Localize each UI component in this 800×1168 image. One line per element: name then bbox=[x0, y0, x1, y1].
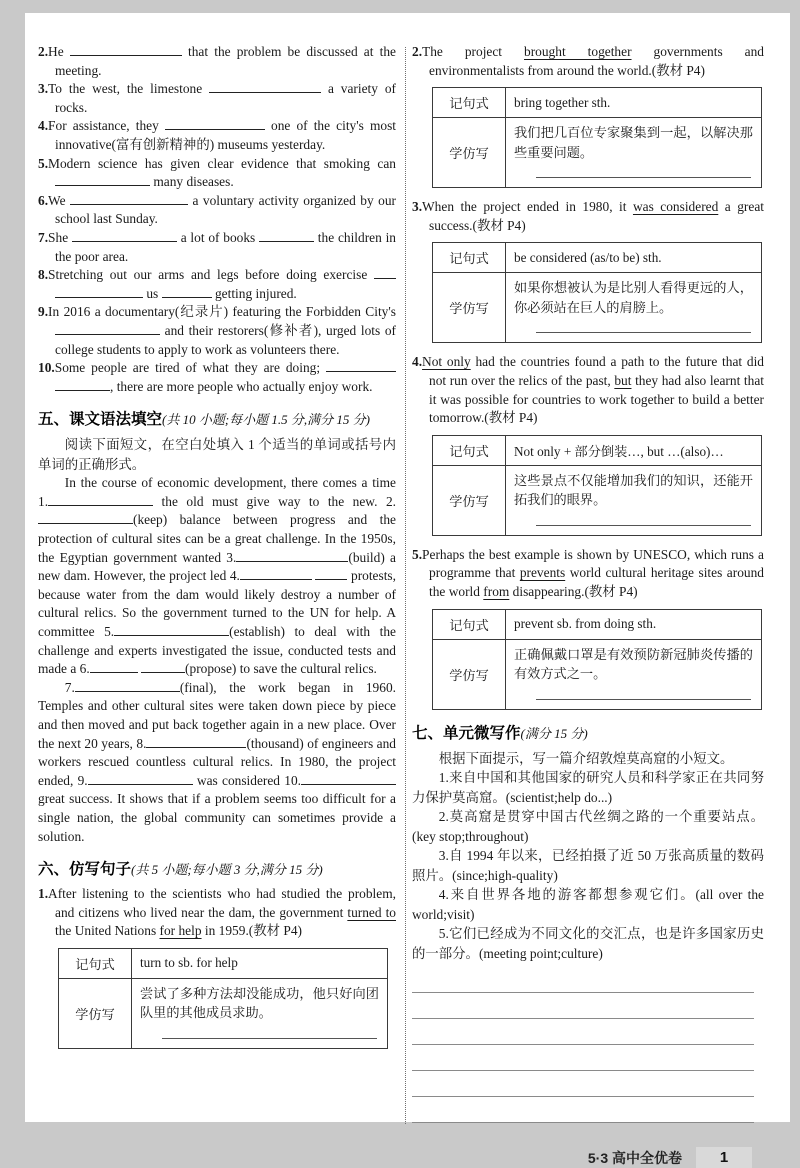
page-footer bbox=[412, 1147, 752, 1168]
imitation-chinese-sentence: 正确佩戴口罩是有效预防新冠肺炎传播的有效方式之一。 bbox=[514, 646, 753, 682]
imitation-label: 学仿写 bbox=[433, 273, 506, 343]
item-number: 9. bbox=[38, 304, 49, 320]
writing-line bbox=[412, 1045, 754, 1071]
answer-blank bbox=[38, 512, 133, 524]
pattern-table bbox=[432, 87, 762, 188]
writing-line bbox=[412, 1019, 754, 1045]
numbered-item: 2.He that the problem be discussed at the meeting. bbox=[38, 44, 396, 78]
section6-title: 六、仿写句子 bbox=[38, 861, 132, 879]
numbered-item: 5.Modern science has given clear evidence that smoking can many diseases. bbox=[38, 155, 396, 190]
answer-blank bbox=[55, 286, 143, 298]
answer-blank bbox=[162, 286, 212, 298]
imitation-chinese-sentence: 这些景点不仅能增加我们的知识，还能开拓我们的眼界。 bbox=[514, 472, 753, 508]
numbered-item: 3.To the west, the limestone a variety of rocks. bbox=[38, 81, 396, 115]
writing-line bbox=[412, 993, 754, 1019]
writing-line bbox=[412, 1097, 754, 1123]
numbered-item: 10.Some people are tired of what they are doing; , there are more people who actually enjoy work. bbox=[38, 359, 396, 396]
numbered-item: 4.For assistance, they one of the city's most innovative(富有创新精神的) museums yesterday. bbox=[38, 118, 396, 152]
pattern-table bbox=[432, 609, 762, 710]
underlined-phrase: but bbox=[614, 372, 632, 388]
answer-blank bbox=[209, 81, 321, 93]
pattern-value: prevent sb. from doing sth. bbox=[506, 609, 762, 639]
writing-lines-area bbox=[412, 967, 764, 1123]
cloze-paragraph-2: 7. (final), the work began in 1960. Temples and other cultural sites were taken down piece by piece and then moved and put back together again in a new place. Over the next 20 years, 8. (thousand) of engineers and workers rescued countless cultural relics. In 1980, the project ended, 9. was considered 10. great success. It shows that if a problem seems too difficult for a single nation, the global community can sometimes provide a solution. bbox=[38, 679, 396, 844]
answer-blank bbox=[90, 661, 138, 673]
pattern-value: turn to sb. for help bbox=[132, 948, 388, 978]
pattern-label: 记句式 bbox=[433, 243, 506, 273]
section5-title: 五、课文语法填空 bbox=[38, 411, 163, 429]
numbered-item: 2.The project brought together governments and environmentalists from around the world.(教材 P4) bbox=[412, 44, 764, 78]
answer-blank bbox=[70, 193, 188, 205]
pattern-label: 记句式 bbox=[59, 948, 132, 978]
underlined-phrase: from bbox=[483, 583, 510, 599]
item-number: 5. bbox=[412, 546, 423, 562]
answer-blank bbox=[55, 379, 110, 391]
pattern-label: 记句式 bbox=[433, 435, 506, 465]
underlined-phrase: brought together bbox=[524, 44, 632, 59]
writing-hint: 2.莫高窟是贯穿中国古代丝绸之路的一个重要站点。(key stop;throughout) bbox=[412, 809, 764, 844]
underlined-phrase: for help bbox=[159, 923, 202, 939]
underlined-phrase: Not only bbox=[422, 354, 471, 370]
section7-heading bbox=[412, 723, 764, 745]
answer-blank bbox=[146, 736, 246, 748]
item-number: 1. bbox=[38, 886, 49, 902]
writing-hint: 4.来自世界各地的游客都想参观它们。(all over the world;visit) bbox=[412, 887, 764, 922]
fill-in-blank-items bbox=[38, 43, 396, 396]
column-divider bbox=[405, 47, 406, 1124]
imitation-chinese-sentence: 如果你想被认为是比别人看得更远的人，你必须站在巨人的肩膀上。 bbox=[514, 280, 753, 315]
pattern-label: 记句式 bbox=[433, 609, 506, 639]
right-column bbox=[412, 43, 764, 1168]
section6-heading bbox=[38, 859, 396, 881]
answer-write-line bbox=[162, 1037, 377, 1039]
answer-blank bbox=[70, 44, 182, 56]
answer-blank bbox=[72, 230, 177, 242]
answer-blank bbox=[75, 680, 180, 692]
answer-blank bbox=[165, 118, 265, 130]
pattern-value: Not only + 部分倒装…, but …(also)… bbox=[506, 435, 762, 465]
answer-write-line bbox=[536, 176, 751, 178]
writing-hints bbox=[412, 768, 764, 963]
item-number: 2. bbox=[38, 44, 49, 59]
imitation-value bbox=[132, 978, 388, 1048]
writing-line bbox=[412, 967, 754, 993]
numbered-item: 3.When the project ended in 1980, it was considered a great success.(教材 P4) bbox=[412, 199, 764, 233]
answer-blank bbox=[326, 360, 396, 372]
underlined-phrase: was considered bbox=[632, 199, 719, 215]
pattern-label: 记句式 bbox=[433, 88, 506, 118]
writing-hint: 3.自 1994 年以来，已经拍摄了近 50 万张高质量的数码照片。(since;high-quality) bbox=[412, 848, 764, 883]
numbered-item: 1.After listening to the scientists who had studied the problem, and citizens who lived near the dam, the government turned to the United Nations for help in 1959.(教材 P4) bbox=[38, 886, 396, 939]
section7-title: 七、单元微写作 bbox=[412, 724, 521, 742]
numbered-item: 7.She a lot of books the children in the poor area. bbox=[38, 229, 397, 264]
sentence-imitation-items bbox=[412, 43, 764, 710]
answer-blank bbox=[114, 624, 229, 636]
answer-write-line bbox=[536, 698, 751, 700]
item-number: 4. bbox=[38, 118, 49, 134]
answer-blank bbox=[141, 661, 185, 673]
imitation-value bbox=[506, 465, 762, 535]
brand-label: 5·3 高中全优卷 bbox=[587, 1149, 682, 1166]
pattern-table bbox=[432, 242, 762, 343]
page-number-badge: 1 bbox=[696, 1147, 752, 1168]
underlined-phrase: turned to bbox=[347, 904, 396, 920]
item-number: 3. bbox=[412, 199, 423, 215]
answer-blank bbox=[48, 494, 153, 506]
answer-blank bbox=[240, 568, 312, 580]
writing-hint: 5.它们已经成为不同文化的交汇点，也是许多国家历史的一部分。(meeting point;culture) bbox=[412, 926, 764, 961]
underlined-phrase: prevents bbox=[519, 565, 566, 581]
left-column bbox=[38, 43, 396, 1168]
cloze-paragraph-1: In the course of economic development, there comes a time 1. the old must give way to the new. 2.(keep) balance between progress and the protection of cultural sites can be a great challenge. In the 1950s, the Egyptian government wanted 3. (build) a new dam. However, the project led 4. protests, because water from the dam would likely destroy a number of cultural relics. So the government turned to the UN for help. A committee 5. (establish) to deal with the challenge and experts investigated the issue, conducted tests and made a 6. (propose) to save the cultural relics. bbox=[38, 475, 396, 677]
answer-blank bbox=[301, 773, 396, 785]
item-number: 8. bbox=[38, 267, 49, 283]
answer-blank bbox=[88, 773, 193, 785]
imitation-chinese-sentence: 我们把几百位专家聚集到一起，以解决那些重要问题。 bbox=[514, 125, 753, 160]
answer-blank bbox=[374, 267, 396, 279]
imitation-label: 学仿写 bbox=[433, 465, 506, 535]
imitation-label: 学仿写 bbox=[433, 639, 506, 709]
pattern-table bbox=[432, 435, 762, 536]
item-number: 7. bbox=[38, 229, 49, 245]
numbered-item: 9.In 2016 a documentary(纪录片) featuring the Forbidden City's and their restorers(修补者), urged lots of college students to apply to work as volunteers there. bbox=[38, 304, 396, 357]
section6-items bbox=[38, 885, 396, 1049]
answer-write-line bbox=[536, 331, 751, 333]
pattern-value: be considered (as/to be) sth. bbox=[506, 243, 762, 273]
imitation-label: 学仿写 bbox=[433, 118, 506, 188]
section5-heading bbox=[38, 409, 396, 431]
imitation-chinese-sentence: 尝试了多种方法却没能成功，他只好向团队里的其他成员求助。 bbox=[140, 985, 379, 1021]
numbered-item: 6.We a voluntary activity organized by our school last Sunday. bbox=[38, 192, 396, 227]
answer-blank bbox=[55, 174, 150, 186]
answer-blank bbox=[315, 568, 347, 580]
section7-title-note: (满分 15 分) bbox=[520, 725, 588, 741]
imitation-label: 学仿写 bbox=[59, 978, 132, 1048]
writing-line bbox=[412, 1071, 754, 1097]
numbered-item: 8.Stretching out our arms and legs before doing exercise us getting injured. bbox=[38, 266, 396, 303]
item-number: 2. bbox=[412, 44, 423, 59]
numbered-item: 4.Not only had the countries found a path to the future that did not run over the relics of the past, but they had also learnt that it was possible for countries to work together to build a better tomorrow.(教材 P4) bbox=[412, 354, 764, 426]
item-number: 10. bbox=[38, 360, 55, 376]
writing-hint: 1.来自中国和其他国家的研究人员和科学家正在共同努力保护莫高窟。(scientist;help do...) bbox=[412, 770, 764, 805]
pattern-table bbox=[58, 948, 388, 1049]
item-number: 5. bbox=[38, 155, 49, 171]
item-number: 3. bbox=[38, 81, 49, 97]
imitation-value bbox=[506, 273, 762, 343]
answer-blank bbox=[55, 323, 160, 335]
imitation-value bbox=[506, 639, 762, 709]
section5-instruction: 阅读下面短文，在空白处填入 1 个适当的单词或括号内单词的正确形式。 bbox=[38, 437, 396, 472]
section6-title-note: (共 5 小题;每小题 3 分,满分 15 分) bbox=[131, 862, 323, 878]
item-number: 4. bbox=[412, 354, 423, 370]
imitation-value bbox=[506, 118, 762, 188]
answer-write-line bbox=[536, 524, 751, 526]
two-column-layout bbox=[38, 43, 790, 1168]
answer-blank bbox=[236, 550, 348, 562]
worksheet-page bbox=[25, 13, 790, 1167]
numbered-item: 5.Perhaps the best example is shown by UNESCO, which runs a programme that prevents world cultural heritage sites around the world from disappearing.(教材 P4) bbox=[412, 546, 764, 599]
section7-instruction: 根据下面提示，写一篇介绍敦煌莫高窟的小短文。 bbox=[438, 750, 734, 766]
section5-title-note: (共 10 小题;每小题 1.5 分,满分 15 分) bbox=[162, 412, 371, 428]
answer-blank bbox=[259, 230, 314, 242]
pattern-value: bring together sth. bbox=[506, 88, 762, 118]
item-number: 6. bbox=[38, 192, 49, 208]
